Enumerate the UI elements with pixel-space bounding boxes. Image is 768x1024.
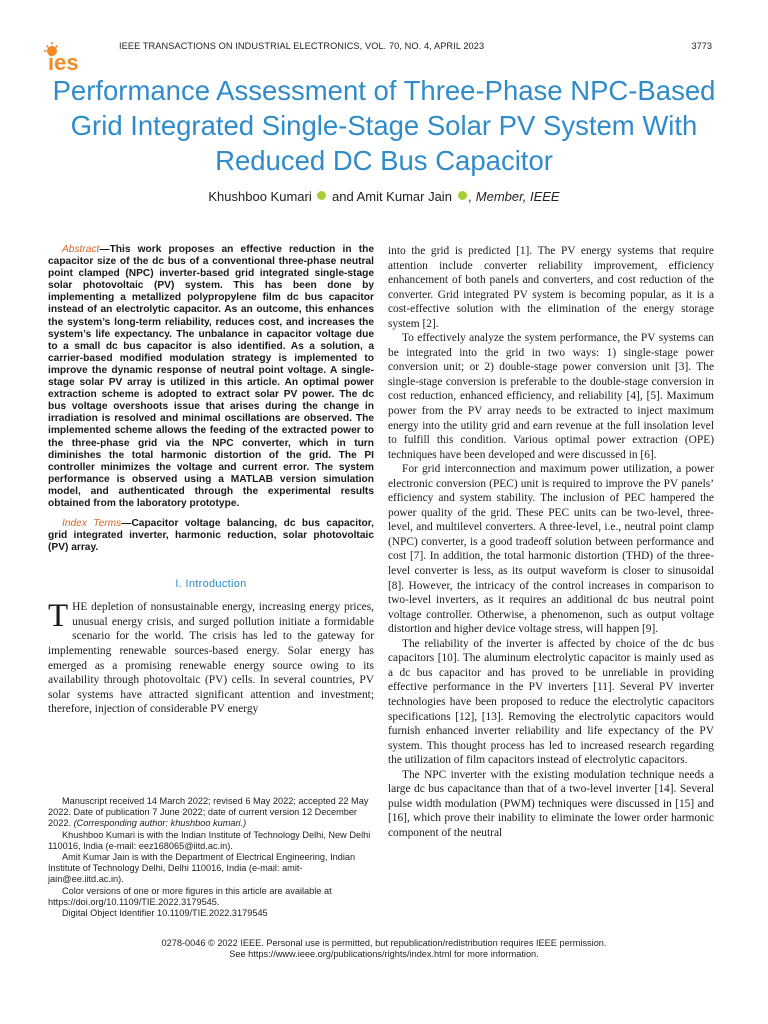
abstract-label: Abstract xyxy=(62,244,100,255)
footnote-affiliation-2: Amit Kumar Jain is with the Department of Electrical Engineering, Indian Institute of Technology Delhi, Delhi 110016, India (e-mail: amit-jain@ee.iitd.ac.in). xyxy=(48,852,356,885)
copyright-line-1: 0278-0046 © 2022 IEEE. Personal use is permitted, but republication/redistribution requires IEEE permission. xyxy=(161,938,607,948)
paragraph: To effectively analyze the system performance, the PV systems can be integrated into the grid in two ways: 1) single-stage power conversion unit; or 2) double-stage power conversion unit [3]. The single-stage conversion is preferable to the double-stage conversion in cost reduction, enhanced efficiency, and reliability [4], [5]. Maximum power from the PV array needs to be extracted to inject maximum energy into the utility grid and earn revenue at the full insolation level to fulfill this condition. Various optimal power extraction (OPE) techniques have been developed and were discussed in [6]. xyxy=(388,332,714,461)
page-number: 3773 xyxy=(691,41,712,51)
footnote-doi: Digital Object Identifier 10.1109/TIE.2022.3179545 xyxy=(62,908,268,919)
orcid-icon[interactable] xyxy=(458,191,467,200)
member-grade: , Member, IEEE xyxy=(468,189,560,204)
left-column xyxy=(48,244,374,717)
author-2: and Amit Kumar Jain xyxy=(331,189,452,204)
footnote-affiliation-1: Khushboo Kumari is with the Indian Institute of Technology Delhi, New Delhi 110016, India (e-mail: eez168065@iitd.ac.in). xyxy=(48,829,371,851)
footnote-color-versions: Color versions of one or more figures in this article are available at https://doi.org/10.1109/TIE.2022.3179545. xyxy=(48,885,332,907)
author-1: Khushboo Kumari xyxy=(208,189,312,204)
abstract xyxy=(48,244,374,510)
abstract-text: —This work proposes an effective reduction in the capacitor size of the dc bus of a conventional three-phase neutral point clamped (NPC) inverter-based grid integrated single-stage solar photovoltaic (PV) system. This has been done by implementing a metallized polypropylene film dc bus capacitor instead of an electrolytic capacitor. As an outcome, this enhances the system’s long-term reliability, reduces cost, and increases the system’s life expectancy. The unbalance in capacitor voltage due to a small dc bus capacitor is also identified. As a solution, a carrier-based modified modulation strategy is implemented to improve the dynamic response of neutral point voltage. A single-stage solar PV array is utilized in this article. An optimal power extraction scheme is adopted to extract solar PV power. The dc bus voltage overshoots issue that arises during the change in irradiation is resolved and minimal oscillations are observed. The implemented scheme allows the feeding of the extracted power to the three-phase grid via the NPC converter, which in turn diminishes the total harmonic distortion of the grid. The PI controller minimizes the voltage and current error. The system performance is observed using a MATLAB version simulation model, and authenticated through the experimental results obtained from the laboratory prototype. xyxy=(48,244,374,509)
ies-logo xyxy=(44,42,106,72)
author-line xyxy=(40,189,728,204)
right-column xyxy=(388,244,714,840)
index-terms-text: —Capacitor voltage balancing, dc bus capacitor, grid integrated inverter, harmonic reduction, solar photovoltaic (PV) array. xyxy=(48,518,374,554)
footnote-received xyxy=(48,796,374,830)
paper-title: Performance Assessment of Three-Phase NPC-Based Grid Integrated Single-Stage Solar PV System With Reduced DC Bus Capacitor xyxy=(52,75,716,176)
drop-cap: T xyxy=(48,598,69,635)
copyright-notice xyxy=(40,938,728,960)
paragraph: The reliability of the inverter is affected by choice of the dc bus capacitors [10]. The aluminum electrolytic capacitor is mainly used as a dc bus capacitor and has proved to be unreliable in providing effective performance in the PV inverters [11]. Several PV inverter technologies have been proposed to reduce the electrolytic capacitors specifications [12], [13]. Removing the electrolytic capacitors would furnish enhanced inverter reliability and life expectancy of the PV system. This thought process has led to increased research regarding the utilization of film capacitors instead of electrolytic capacitors. xyxy=(388,637,714,767)
paragraph: into the grid is predicted [1]. The PV energy systems that require attention include converter reliability improvement, efficiency enhancement of both panels and converters, and cost reduction of the converter. Grid integrated PV system is becoming popular, as it is a cost-effective solution with the elimination of the energy storage system [2]. xyxy=(388,245,714,330)
logo-text: ies xyxy=(48,50,79,72)
corresponding-author: (Corresponding author: khushboo kumari.) xyxy=(73,818,247,829)
index-terms xyxy=(48,518,374,554)
orcid-icon[interactable] xyxy=(317,191,326,200)
intro-paragraph xyxy=(48,600,374,716)
intro-text: HE depletion of nonsustainable energy, increasing energy prices, unusual energy crisis, and surged pollution initiate a formidable scenario for the world. The crisis has led to the gateway for implementing renewable sources-based energy. Solar energy has emerged as a promising renewable energy source owing to its availability through photovoltaic (PV) cells. In several countries, PV solar systems have attracted significant attention and investment; therefore, injection of considerable PV energy xyxy=(48,601,374,716)
first-page-footnote xyxy=(48,796,374,919)
paragraph: For grid interconnection and maximum power utilization, a power electronic conversion (PEC) unit is required to improve the PV panels’ efficiency and system stability. The inclusion of PEC hampered the power quality of the grid. These PEC units can be two-level, three-level, and multilevel converters. A three-level, i.e., neutral point clamp (NPC) converter, is a good tradeoff solution between performance and cost [7]. In addition, the total harmonic distortion (THD) of the three-level converter is less, as its output waveform is closer to sinusoidal [8]. However, the intricacy of the control increases in comparison to two-level inverters, as it requires an additional dc bus neutral point voltage controller. Otherwise, a phenomenon, such as output voltage distortion and higher device voltage stress, will happen [9]. xyxy=(388,463,714,636)
section-heading: I. Introduction xyxy=(175,578,247,591)
index-terms-label: Index Terms xyxy=(62,518,122,530)
received-dates: Manuscript received 14 March 2022; revised 6 May 2022; accepted 22 May 2022. Date of publication 7 June 2022; date of current version 12 December 2022. xyxy=(48,796,369,829)
paragraph: The NPC inverter with the existing modulation technique needs a large dc bus capacitance than that of a two-level inverter [14]. Several pulse width modulation (PWM) techniques were discussed in [15] and [16], which prove their inability to eliminate the lower order harmonic component of the neutral xyxy=(388,768,714,839)
running-head: IEEE TRANSACTIONS ON INDUSTRIAL ELECTRONICS, VOL. 70, NO. 4, APRIL 2023 xyxy=(119,41,485,51)
copyright-line-2: See https://www.ieee.org/publications/rights/index.html for more information. xyxy=(229,949,539,960)
